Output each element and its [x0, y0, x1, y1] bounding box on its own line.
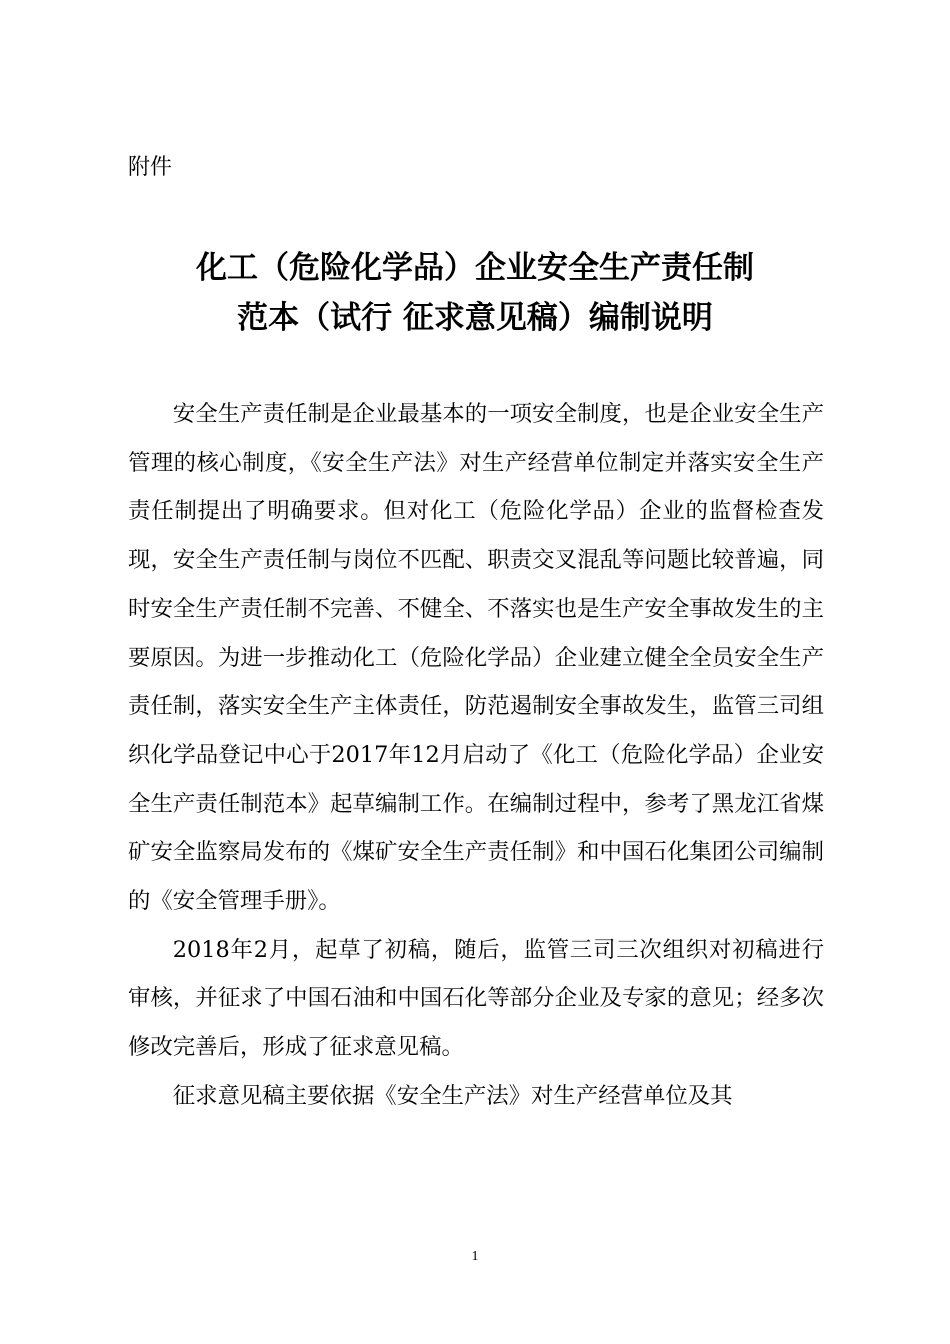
body-paragraph-3: 征求意见稿主要依据《安全生产法》对生产经营单位及其: [172, 1082, 733, 1109]
document-body: [128, 390, 824, 1121]
body-paragraph-2: 2018年2月，起草了初稿，随后，监管三司三次组织对初稿进行审核，并征求了中国石油和中国石化等部分企业及专家的意见；经多次修改完善后，形成了征求意见稿。: [128, 936, 824, 1061]
page-number: 1: [471, 1249, 479, 1264]
document-title-line-2: 范本（试行 征求意见稿）编制说明: [237, 300, 713, 336]
document-title-line-1: 化工（危险化学品）企业安全生产责任制: [196, 250, 754, 286]
body-paragraph-1: 安全生产责任制是企业最基本的一项安全制度，也是企业安全生产管理的核心制度，《安全生产法》对生产经营单位制定并落实安全生产责任制提出了明确要求。但对化工（危险化学品）企业的监督检查发现，安全生产责任制与岗位不匹配、职责交叉混乱等问题比较普遍，同时安全生产责任制不完善、不健全、不落实也是生产安全事故发生的主要原因。为进一步推动化工（危险化学品）企业建立健全全员安全生产责任制，落实安全生产主体责任，防范遏制安全事故发生，监管三司组织化学品登记中心于2017年12月启动了《化工（危险化学品）企业安全生产责任制范本》起草编制工作。在编制过程中，参考了黑龙江省煤矿安全监察局发布的《煤矿安全生产责任制》和中国石化集团公司编制的《安全管理手册》。: [128, 401, 824, 915]
attachment-label: 附件: [128, 155, 173, 180]
